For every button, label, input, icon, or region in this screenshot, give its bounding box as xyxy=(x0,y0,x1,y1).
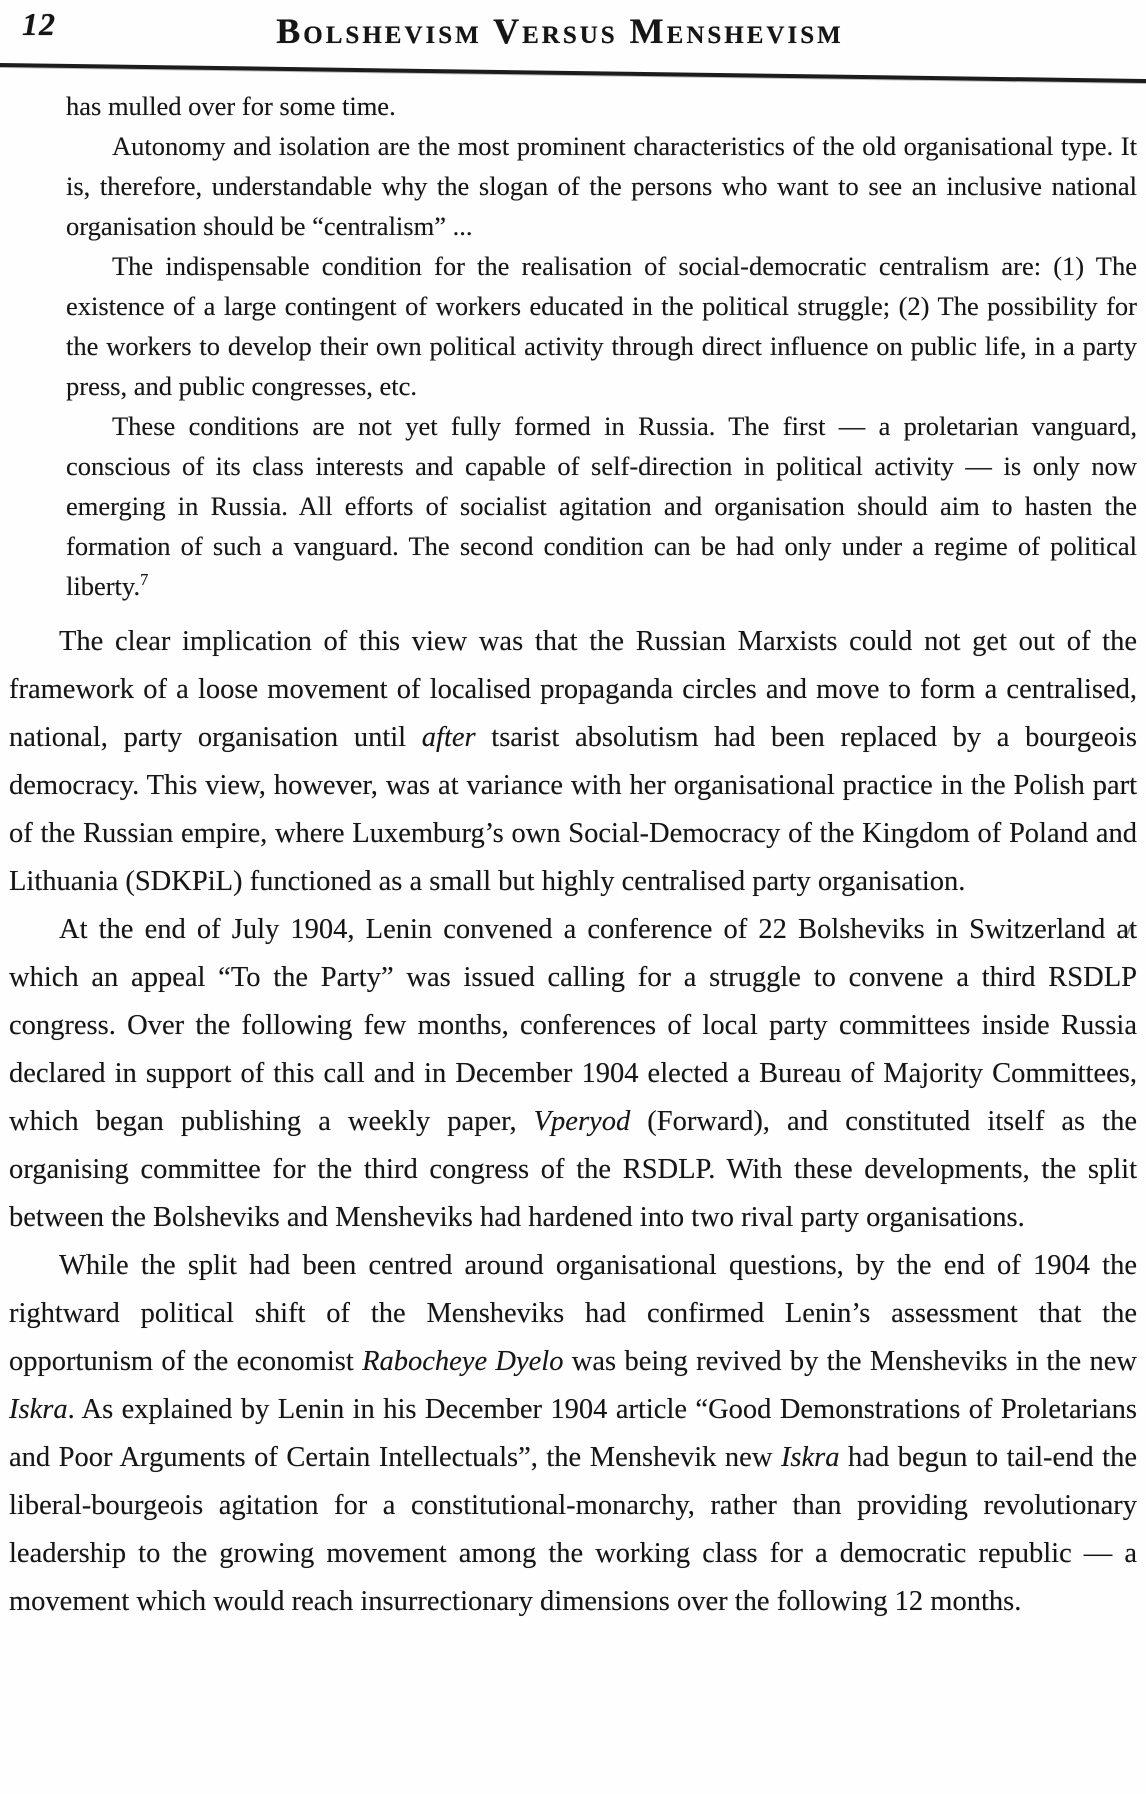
text-segment: At the end of July 1904, Lenin convened a conference of 22 Bolsheviks in Switzerland at which an appeal “To the Party” was issued calling for a struggle to convene a third RSDLP congress. Over the following few months, conferences of local party committees inside Russia declared in support of this call and in December 1904 elected a Bureau of Majority Committees, which began publishing a weekly paper, xyxy=(9,914,1137,1137)
text-segment: has mulled over for some time. xyxy=(66,91,396,121)
text-segment: While the split had been centred around organisational questions, by the end of 1904 the rightward political shift of the Mensheviks had confirmed Lenin’s assessment that the opportunism of the economist xyxy=(9,1250,1137,1377)
paragraph xyxy=(9,906,1137,1242)
text-segment: Iskra xyxy=(9,1394,68,1425)
text-segment: had begun to tail-end the liberal-bourgeois agitation for a constitutional-monarchy, rather than providing revolutionary leadership to the growing movement among the working class for a democratic republic — a movement which would reach insurrectionary dimensions over the following 12 months. xyxy=(9,1442,1137,1617)
paragraph xyxy=(9,618,1137,906)
running-head-title: Bolshevism Versus Menshevism xyxy=(276,11,844,51)
page-body xyxy=(9,86,1137,1626)
page-number: 12 xyxy=(22,6,56,42)
text-segment: was being revived by the Mensheviks in the new xyxy=(563,1346,1138,1377)
paragraph xyxy=(9,1242,1137,1626)
paragraph xyxy=(66,246,1137,406)
text-segment: Autonomy and isolation are the most prominent characteristics of the old organisational type. It is, therefore, understandable why the slogan of the persons who want to see an inclusive national organisation should be “centralism” ... xyxy=(66,131,1137,241)
footnote-marker: 7 xyxy=(140,570,149,590)
paragraph xyxy=(66,406,1137,606)
text-segment: The clear implication of this view was that the Russian Marxists could not get out of the framework of a loose movement of localised propaganda circles and move to form a centralised, national, party organisation until xyxy=(9,626,1137,753)
text-segment: These conditions are not yet fully formed in Russia. The first — a proletarian vanguard, conscious of its class interests and capable of self-direction in political activity — is only now emerging in Russia. All efforts of socialist agitation and organisation should aim to hasten the formation of such a vanguard. The second condition can be had only under a regime of political liberty. xyxy=(66,411,1137,601)
text-segment: . As explained by Lenin in his December 1904 article “Good Demonstrations of Proletarians and Poor Arguments of Certain Intellectuals”, the Menshevik new xyxy=(9,1394,1137,1473)
paragraph xyxy=(66,126,1137,246)
block-quote xyxy=(66,86,1137,606)
body-paragraphs xyxy=(9,618,1137,1626)
paragraph xyxy=(66,86,1137,126)
text-segment: Iskra xyxy=(780,1442,840,1473)
text-segment: after xyxy=(421,722,476,753)
text-segment: Vperyod xyxy=(533,1106,631,1137)
text-segment: tsarist absolutism had been replaced by a bourgeois democracy. This view, however, was at variance with her organisational practice in the Polish part of the Russian empire, where Luxemburg’s own Social-Democracy of the Kingdom of Poland and Lithuania (SDKPiL) functioned as a small but highly centralised party organisation. xyxy=(9,722,1137,897)
text-segment: (Forward), and constituted itself as the organising committee for the third congress of the RSDLP. With these developments, the split between the Bolsheviks and Mensheviks had hardened into two rival party organisations. xyxy=(9,1106,1137,1233)
text-segment: The indispensable condition for the realisation of social-democratic centralism are: (1) The existence of a large contingent of workers educated in the political struggle; (2) The possibility for the workers to develop their own political activity through direct influence on public life, in a party press, and public congresses, etc. xyxy=(66,251,1137,401)
header-rule xyxy=(0,63,1146,83)
text-segment: Rabocheye Dyelo xyxy=(362,1346,564,1377)
